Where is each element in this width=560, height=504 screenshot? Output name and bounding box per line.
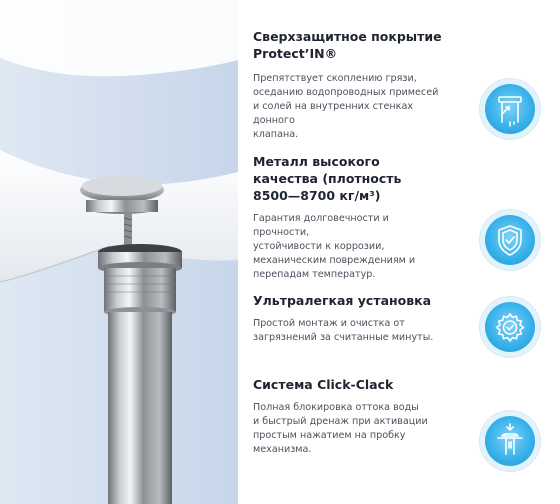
product-photo [0, 0, 238, 504]
feature-description: загрязнений за считанные минуты. [253, 332, 434, 343]
feature-description: Полная блокировка оттока воды [253, 402, 419, 413]
feature-description: механическим повреждениям и [253, 255, 416, 266]
feature-description: механизма. [253, 444, 312, 455]
feature-title: Ультралегкая установка [253, 293, 432, 308]
feature-description: перепадам температур. [253, 269, 376, 280]
shield-icon [485, 215, 535, 265]
click-clack-icon [485, 416, 535, 466]
feature-title: Металл высокого [253, 154, 380, 169]
feature-description: и быстрый дренаж при активации [253, 416, 428, 427]
valve-icon [485, 84, 535, 134]
gear-check-icon [485, 302, 535, 352]
feature-description: оседанию водопроводных примесей [253, 87, 439, 98]
feature-description: клапана. [253, 129, 299, 140]
feature-text-block [253, 376, 443, 457]
feature-title: Сверхзащитное покрытие [253, 29, 442, 44]
feature-title: Система Click-Clack [253, 377, 394, 392]
feature-description: Гарантия долговечности и прочности, [253, 213, 389, 238]
feature-title: качества (плотность [253, 171, 402, 186]
feature-description: Препятствует скоплению грязи, [253, 73, 417, 84]
feature-description: Простой монтаж и очистка от [253, 318, 405, 329]
feature-text-block [253, 28, 443, 142]
feature-description: устойчивости к коррозии, [253, 241, 385, 252]
feature-list [238, 0, 560, 504]
feature-text-block [253, 292, 453, 345]
feature-description: и солей на внутренних стенках донного [253, 101, 414, 126]
feature-description: простым нажатием на пробку [253, 430, 406, 441]
feature-text-block [253, 153, 443, 282]
feature-title: Protect’IN® [253, 46, 338, 61]
feature-title: 8500—8700 кг/м³) [253, 188, 381, 203]
drain-valve-illustration [0, 0, 238, 504]
